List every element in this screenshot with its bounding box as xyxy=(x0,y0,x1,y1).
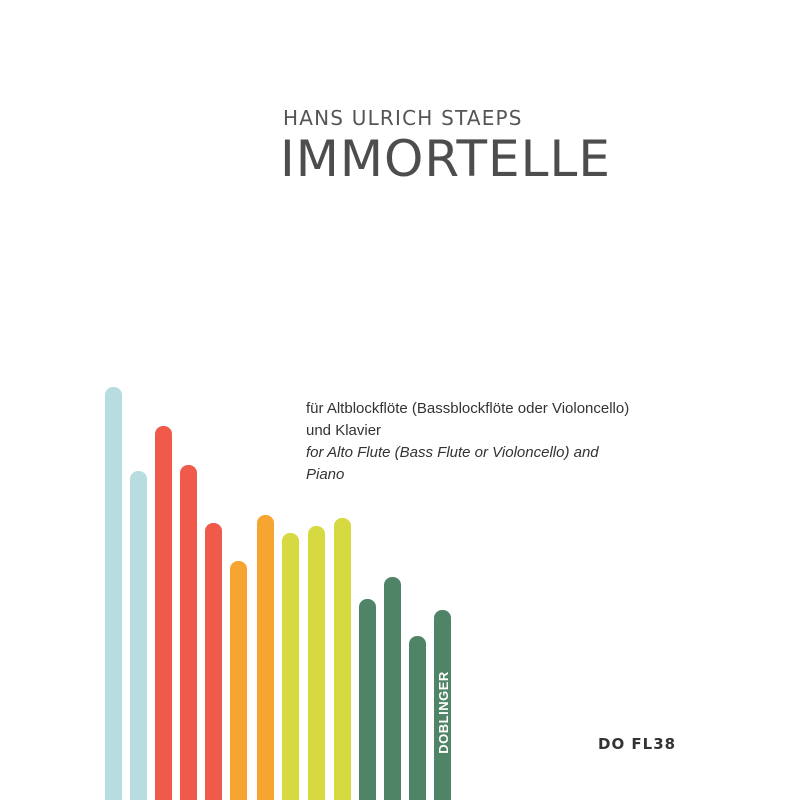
instrumentation-en-line2: Piano xyxy=(306,466,345,483)
decorative-bar xyxy=(130,471,147,800)
decorative-bar xyxy=(230,561,247,800)
decorative-bar xyxy=(180,465,197,800)
decorative-bar xyxy=(308,526,325,800)
decorative-bar xyxy=(105,387,122,800)
decorative-bar xyxy=(334,518,351,800)
decorative-bar xyxy=(257,515,274,800)
work-title: IMMORTELLE xyxy=(280,130,611,188)
instrumentation-de-line1: für Altblockflöte (Bassblockflöte oder Violoncello) xyxy=(306,400,630,417)
instrumentation-en-line1: for Alto Flute (Bass Flute or Violoncello) and xyxy=(306,444,599,461)
publisher-logo xyxy=(434,660,452,765)
instrumentation-de-line2: und Klavier xyxy=(306,422,382,439)
decorative-bar xyxy=(282,533,299,800)
instrumentation xyxy=(306,398,646,486)
decorative-bar xyxy=(409,636,426,800)
decorative-bar xyxy=(384,577,401,800)
decorative-bar xyxy=(359,599,376,800)
decorative-bar xyxy=(205,523,222,800)
publisher-name: DOBLINGER xyxy=(435,671,451,754)
decorative-bar xyxy=(155,426,172,800)
catalog-number: DO FL38 xyxy=(598,735,677,753)
composer-name: HANS ULRICH STAEPS xyxy=(283,106,523,130)
